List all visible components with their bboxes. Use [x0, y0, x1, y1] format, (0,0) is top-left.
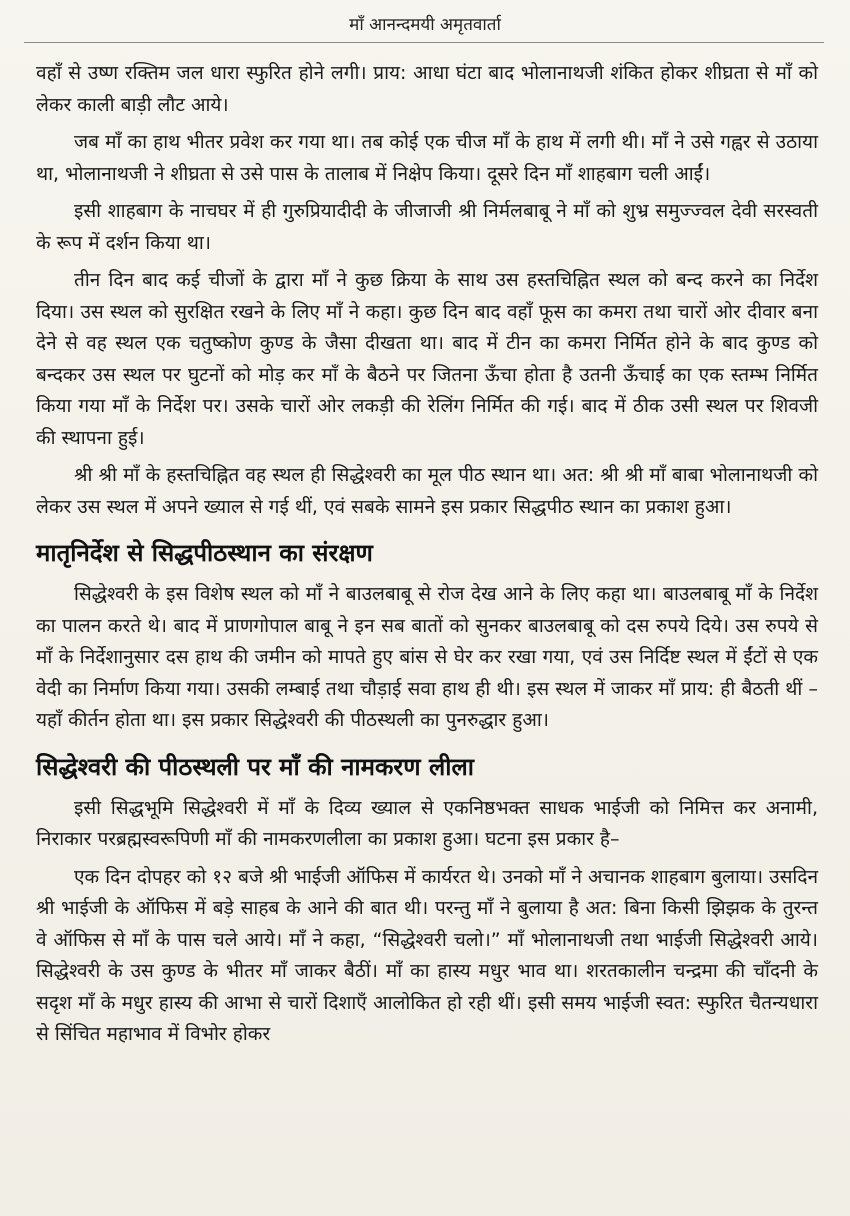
- page-body: [36, 58, 818, 1057]
- paragraph: तीन दिन बाद कई चीजों के द्वारा माँ ने कुछ क्रिया के साथ उस हस्तचिह्नित स्थल को बन्द करने का निर्देश दिया। उस स्थल को सुरक्षित रखने के लिए माँ ने कहा। कुछ दिन बाद वहाँ फूस का कमरा तथा चारों ओर दीवार बना देने से वह स्थल एक चतुष्कोण कुण्ड के जैसा दीखता था। बाद में टीन का कमरा निर्मित होने के बाद कुण्ड को बन्दकर उस स्थल पर घुटनों को मोड़ कर माँ के बैठने पर जितना ऊँचा होता है उतनी ऊँचाई का एक स्तम्भ निर्मित किया गया माँ के निर्देश पर। उसके चारों ओर लकड़ी की रेलिंग निर्मित की गई। बाद में ठीक उसी स्थल पर शिवजी की स्थापना हुई।: [36, 269, 818, 449]
- section-heading: सिद्धेश्वरी की पीठस्थली पर माँ की नामकरण लीला: [36, 752, 474, 781]
- header-rule: [24, 42, 824, 43]
- paragraph: एक दिन दोपहर को १२ बजे श्री भाईजी ऑफिस में कार्यरत थे। उनको माँ ने अचानक शाहबाग बुलाया। उसदिन श्री भाईजी के ऑफिस में बड़े साहब के आने की बात थी। परन्तु माँ ने बुलाया है अत: बिना किसी झिझक के तुरन्त वे ऑफिस से माँ के पास चले आये। माँ ने कहा, “सिद्धेश्वरी चलो।” माँ भोलानाथजी तथा भाईजी सिद्धेश्वरी आये। सिद्धेश्वरी के उस कुण्ड के भीतर माँ जाकर बैठीं। माँ का हास्य मधुर भाव था। शरतकालीन चन्द्रमा की चाँदनी के सदृश माँ के मधुर हास्य की आभा से चारों दिशाएँ आलोकित हो रही थीं। इसी समय भाईजी स्वत: स्फुरित चैतन्यधारा से सिंचित महाभाव में विभोर होकर: [36, 865, 818, 1045]
- running-header: माँ आनन्दमयी अमृतवार्ता: [349, 15, 501, 35]
- paragraph: श्री श्री माँ के हस्तचिह्नित वह स्थल ही सिद्धेश्वरी का मूल पीठ स्थान था। अत: श्री श्री माँ बाबा भोलानाथजी को लेकर उस स्थल में अपने ख्याल से गई थीं, एवं सबके सामने इस प्रकार सिद्धपीठ स्थान का प्रकाश हुआ।: [36, 464, 818, 518]
- paragraph: सिद्धेश्वरी के इस विशेष स्थल को माँ ने बाउलबाबू से रोज देख आने के लिए कहा था। बाउलबाबू माँ के निर्देश का पालन करते थे। बाद में प्राणगोपाल बाबू ने इन सब बातों को सुनकर बाउलबाबू को दस रुपये दिये। उस रुपये से माँ के निर्देशानुसार दस हाथ की जमीन को मापते हुए बांस से घेर कर रखा गया, एवं उस निर्दिष्ट स्थल में ईंटों से एक वेदी का निर्माण किया गया। उसकी लम्बाई तथा चौड़ाई सवा हाथ ही थी। इस स्थल में जाकर माँ प्राय: ही बैठती थीं – यहाँ कीर्तन होता था। इस प्रकार सिद्धेश्वरी की पीठस्थली का पुनरुद्धार हुआ।: [36, 583, 818, 731]
- section-heading: मातृनिर्देश से सिद्धपीठस्थान का संरक्षण: [36, 539, 373, 567]
- paragraph: वहाँ से उष्ण रक्तिम जल धारा स्फुरित होने लगी। प्राय: आधा घंटा बाद भोलानाथजी शंकित होकर शीघ्रता से माँ को लेकर काली बाड़ी लौट आये।: [36, 62, 818, 116]
- paragraph: इसी शाहबाग के नाचघर में ही गुरुप्रियादीदी के जीजाजी श्री निर्मलबाबू ने माँ को शुभ्र समुज्ज्वल देवी सरस्वती के रूप में दर्शन किया था।: [36, 200, 818, 254]
- paragraph: इसी सिद्धभूमि सिद्धेश्वरी में माँ के दिव्य ख्याल से एकनिष्ठभक्त साधक भाईजी को निमित्त कर अनामी, निराकार परब्रह्मस्वरूपिणी माँ की नामकरणलीला का प्रकाश हुआ। घटना इस प्रकार है–: [36, 796, 818, 850]
- paragraph: जब माँ का हाथ भीतर प्रवेश कर गया था। तब कोई एक चीज माँ के हाथ में लगी थी। माँ ने उसे गह्वर से उठाया था, भोलानाथजी ने शीघ्रता से उसे पास के तालाब में निक्षेप किया। दूसरे दिन माँ शाहबाग चली आईं।: [36, 131, 818, 185]
